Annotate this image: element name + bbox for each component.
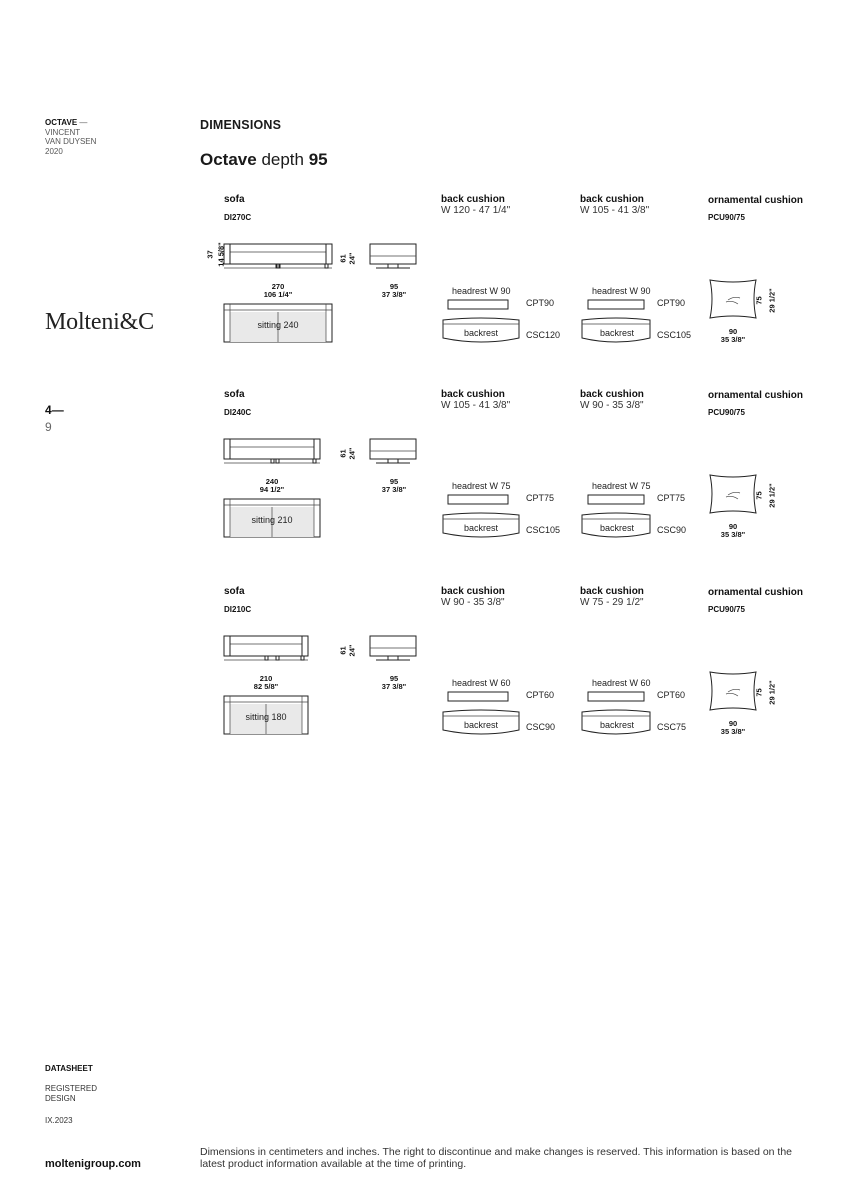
- back-cushion-b-width: W 90 - 35 3/8": [580, 400, 644, 411]
- footer-datasheet: [45, 1064, 93, 1074]
- back-cushion-b-headrest: [588, 300, 650, 312]
- back-cushion-b-headrest: [588, 495, 650, 507]
- sofa-back-height-inch-label: 24": [347, 252, 357, 265]
- ornamental-height-label: 75: [754, 296, 764, 305]
- sofa-side-outline: [370, 244, 416, 264]
- sofa-front-foot-right: [325, 264, 328, 268]
- ornamental-height-label: 75: [754, 491, 764, 500]
- back-cushion-b-cpt-code: CPT75: [657, 493, 686, 503]
- back-cushion-b-heading: back cushion: [580, 586, 644, 597]
- headrest-b-outline: [588, 692, 644, 701]
- back-cushion-a-heading: back cushion: [441, 586, 505, 597]
- back-cushion-a-headrest-label: headrest W 90: [452, 286, 511, 296]
- sofa-front-foot-left: [265, 656, 268, 660]
- sofa-front-outline: [224, 439, 320, 459]
- back-cushion-b-heading: back cushion: [580, 194, 644, 205]
- sofa-width-inch-label: 94 1/2": [259, 485, 285, 494]
- sofa-depth-label: 95: [389, 282, 399, 291]
- back-cushion-a-cpt-code: CPT75: [526, 493, 555, 503]
- back-cushion-b-headrest-label: headrest W 75: [592, 481, 651, 491]
- page-total: 9: [45, 420, 52, 434]
- collection-credit: [45, 118, 96, 156]
- back-cushion-a-csc-code: CSC120: [526, 330, 561, 340]
- sofa-front-foot-right: [313, 459, 316, 463]
- back-cushion-b-csc-code: CSC105: [657, 330, 692, 340]
- sofa-front-arm-right: [326, 244, 332, 264]
- back-cushion-a-backrest-label: backrest: [463, 328, 498, 338]
- sofa-width-label: 240: [265, 477, 279, 486]
- brand-logo: Molteni&C: [45, 309, 154, 335]
- disclaimer-text: Dimensions in centimeters and inches. The right to discontinue and make changes is reserved. This information is based on the latest product information available at the time of printing.: [200, 1146, 793, 1170]
- sofa-depth-inch-label: 37 3/8": [381, 485, 407, 494]
- sofa-front-foot-left: [271, 459, 274, 463]
- datasheet-label: DATASHEET: [45, 1064, 93, 1073]
- headrest-b-outline: [588, 300, 644, 309]
- ornamental-cushion-outline: [710, 280, 756, 318]
- sofa-back-height-inch-label: 24": [347, 644, 357, 657]
- ornamental-cushion-heading: ornamental cushion: [708, 195, 804, 206]
- sofa-front-foot-mid: [276, 656, 279, 660]
- sofa-label: sofa: [224, 194, 245, 205]
- sofa-depth-inch-label: 37 3/8": [381, 682, 407, 691]
- sofa-back-height-label: 61: [338, 254, 348, 263]
- designer-line-1: VINCENT: [45, 127, 81, 137]
- back-cushion-b-headrest: [588, 692, 650, 704]
- title-depth-value: 95: [308, 150, 328, 169]
- registered-line-1: REGISTERED: [45, 1084, 98, 1093]
- back-cushion-a-headrest: [448, 300, 510, 312]
- ornamental-height-inch-label: 29 1/2": [767, 680, 777, 705]
- back-cushion-a-csc-code: CSC105: [526, 525, 561, 535]
- sofa-width-label: 210: [259, 674, 273, 683]
- headrest-b-outline: [588, 495, 644, 504]
- sofa-height-label: 37: [205, 250, 215, 259]
- sofa-side-outline: [370, 636, 416, 656]
- designer-line-2: VAN DUYSEN: [45, 137, 97, 146]
- sofa-side-view: [370, 439, 418, 469]
- ornamental-cushion-heading: ornamental cushion: [708, 587, 804, 598]
- back-cushion-b-backrest-label: backrest: [599, 720, 634, 730]
- back-cushion-a-headrest: [448, 692, 510, 704]
- ornamental-width-label: 90: [728, 719, 738, 728]
- sofa-front-view: [224, 244, 334, 278]
- ornamental-height-inch-label: 29 1/2": [767, 483, 777, 508]
- ornamental-cushion-crease: [726, 297, 740, 304]
- sofa-row: [0, 377, 844, 557]
- ornamental-cushion-code: PCU90/75: [708, 213, 745, 222]
- title-depth-word: depth: [261, 150, 304, 169]
- headrest-a-outline: [448, 300, 508, 309]
- ornamental-cushion-drawing: [708, 670, 760, 716]
- back-cushion-b-width: W 105 - 41 3/8": [580, 205, 650, 216]
- sitting-width-label: sitting 210: [251, 515, 293, 525]
- sofa-front-outline: [224, 244, 332, 264]
- ornamental-cushion-code: PCU90/75: [708, 408, 745, 417]
- sofa-back-height-label: 61: [338, 646, 348, 655]
- website-link[interactable]: moltenigroup.com: [45, 1158, 141, 1170]
- sofa-side-foot: [388, 656, 398, 660]
- back-cushion-a-headrest-label: headrest W 60: [452, 678, 511, 688]
- back-cushion-b-headrest-label: headrest W 60: [592, 678, 651, 688]
- footer-date: IX.2023: [45, 1116, 73, 1125]
- ornamental-width-inch-label: 35 3/8": [720, 530, 746, 539]
- back-cushion-a-width: W 120 - 47 1/4": [441, 205, 511, 216]
- sofa-depth-label: 95: [389, 477, 399, 486]
- footer-registered: [45, 1084, 97, 1103]
- ornamental-width-inch-label: 35 3/8": [720, 727, 746, 736]
- sofa-side-foot: [388, 264, 398, 268]
- sofa-back-height-inch-label: 24": [347, 447, 357, 460]
- page-current: 4: [45, 403, 52, 417]
- sofa-code: DI240C: [224, 408, 252, 417]
- back-cushion-a-backrest-label: backrest: [463, 523, 498, 533]
- sofa-code: DI270C: [224, 213, 252, 222]
- page-dash: —: [51, 403, 64, 417]
- registered-line-2: DESIGN: [45, 1093, 76, 1103]
- sofa-front-outline: [224, 636, 308, 656]
- back-cushion-a-cpt-code: CPT60: [526, 690, 555, 700]
- back-cushion-b-cpt-code: CPT60: [657, 690, 686, 700]
- sofa-front-view: [224, 439, 334, 473]
- sofa-side-view: [370, 636, 418, 666]
- collection-dash: —: [79, 118, 88, 127]
- ornamental-cushion-crease: [726, 689, 740, 696]
- sofa-front-view: [224, 636, 334, 670]
- back-cushion-a-headrest: [448, 495, 510, 507]
- sofa-front-arm-right: [314, 439, 320, 459]
- sofa-code: DI210C: [224, 605, 252, 614]
- back-cushion-b-csc-code: CSC75: [657, 722, 687, 732]
- ornamental-width-inch-label: 35 3/8": [720, 335, 746, 344]
- collection-name: OCTAVE: [45, 118, 78, 127]
- back-cushion-b-headrest-label: headrest W 90: [592, 286, 651, 296]
- ornamental-cushion-heading: ornamental cushion: [708, 390, 804, 401]
- sofa-row: [0, 182, 844, 362]
- ornamental-cushion-outline: [710, 475, 756, 513]
- sofa-front-foot-mid: [276, 459, 279, 463]
- back-cushion-a-csc-code: CSC90: [526, 722, 556, 732]
- back-cushion-b-backrest-label: backrest: [599, 523, 634, 533]
- headrest-a-outline: [448, 692, 508, 701]
- sofa-row: [0, 574, 844, 754]
- sofa-width-label: 270: [271, 282, 285, 291]
- ornamental-width-label: 90: [728, 522, 738, 531]
- back-cushion-b-heading: back cushion: [580, 389, 644, 400]
- sofa-side-outline: [370, 439, 416, 459]
- sofa-side-view: [370, 244, 418, 274]
- ornamental-height-label: 75: [754, 688, 764, 697]
- sofa-depth-label: 95: [389, 674, 399, 683]
- sofa-label: sofa: [224, 586, 245, 597]
- ornamental-cushion-drawing: [708, 278, 760, 324]
- back-cushion-a-headrest-label: headrest W 75: [452, 481, 511, 491]
- collection-year: 2020: [45, 146, 63, 156]
- ornamental-cushion-outline: [710, 672, 756, 710]
- page-title: [200, 150, 328, 170]
- sofa-width-inch-label: 106 1/4": [263, 290, 293, 299]
- sofa-front-arm-left: [224, 636, 230, 656]
- back-cushion-a-heading: back cushion: [441, 194, 505, 205]
- back-cushion-b-cpt-code: CPT90: [657, 298, 686, 308]
- back-cushion-b-csc-code: CSC90: [657, 525, 687, 535]
- sitting-width-label: sitting 180: [245, 712, 287, 722]
- ornamental-width-label: 90: [728, 327, 738, 336]
- back-cushion-a-backrest-label: backrest: [463, 720, 498, 730]
- sofa-depth-inch-label: 37 3/8": [381, 290, 407, 299]
- headrest-a-outline: [448, 495, 508, 504]
- sofa-front-arm-right: [302, 636, 308, 656]
- title-model: Octave: [200, 150, 257, 169]
- ornamental-height-inch-label: 29 1/2": [767, 288, 777, 313]
- back-cushion-a-cpt-code: CPT90: [526, 298, 555, 308]
- sofa-front-foot-right: [301, 656, 304, 660]
- sofa-front-arm-left: [224, 439, 230, 459]
- back-cushion-a-heading: back cushion: [441, 389, 505, 400]
- back-cushion-a-width: W 105 - 41 3/8": [441, 400, 511, 411]
- sitting-width-label: sitting 240: [257, 320, 299, 330]
- back-cushion-b-backrest-label: backrest: [599, 328, 634, 338]
- sofa-label: sofa: [224, 389, 245, 400]
- ornamental-cushion-crease: [726, 492, 740, 499]
- back-cushion-a-width: W 90 - 35 3/8": [441, 597, 505, 608]
- sofa-side-foot: [388, 459, 398, 463]
- sofa-width-inch-label: 82 5/8": [253, 682, 279, 691]
- sofa-back-height-label: 61: [338, 449, 348, 458]
- ornamental-cushion-drawing: [708, 473, 760, 519]
- sofa-height-inch-label: 14 5/8": [216, 242, 226, 267]
- back-cushion-b-width: W 75 - 29 1/2": [580, 597, 644, 608]
- section-title: DIMENSIONS: [200, 118, 282, 132]
- ornamental-cushion-code: PCU90/75: [708, 605, 745, 614]
